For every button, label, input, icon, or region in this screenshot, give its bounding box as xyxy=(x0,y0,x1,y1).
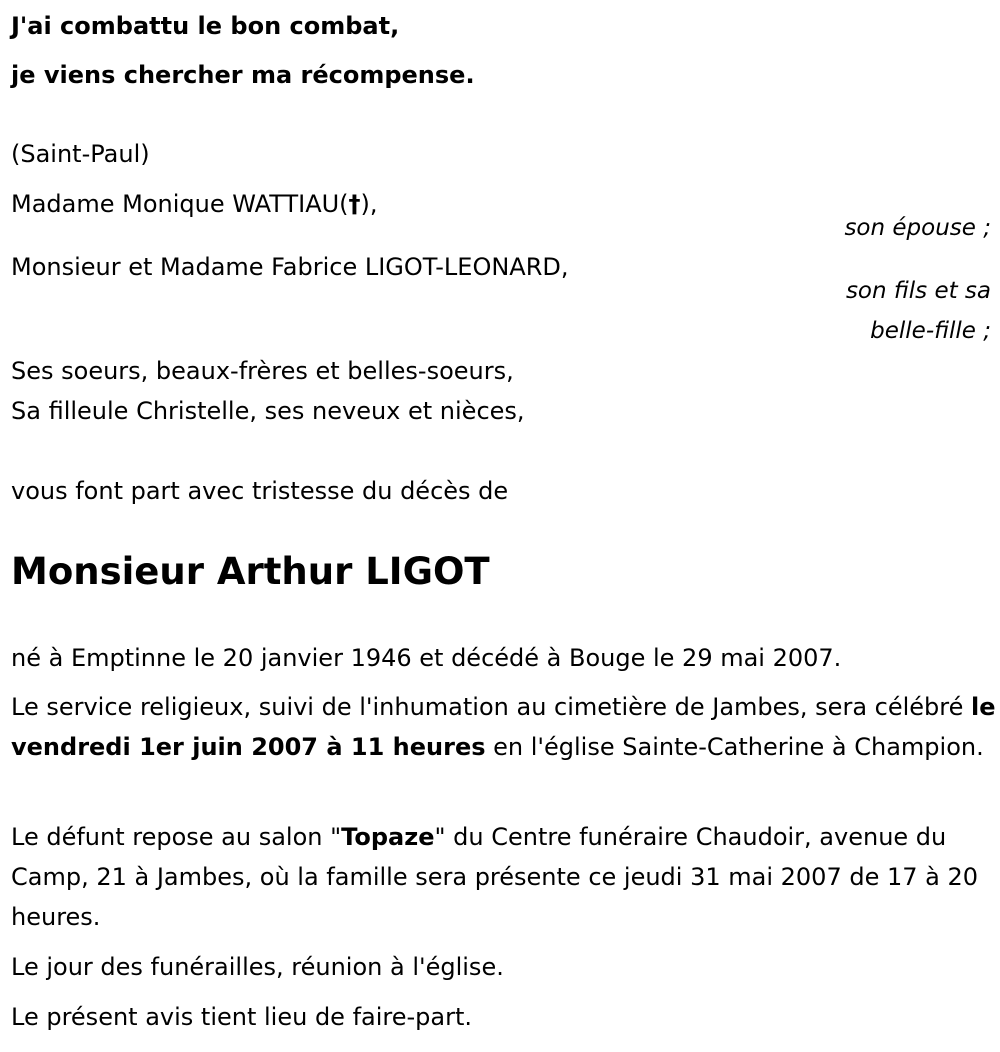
announcement-line: vous font part avec tristesse du décès de xyxy=(11,477,509,505)
birth-death-line: né à Emptinne le 20 janvier 1946 et décédé à Bouge le 29 mai 2007. xyxy=(11,644,842,672)
service-date: le vendredi 1er juin 2007 à 11 heures xyxy=(11,693,996,761)
meeting-line: Le jour des funérailles, réunion à l'église. xyxy=(11,953,504,981)
service-text-2: en l'église Sainte-Catherine à Champion. xyxy=(485,733,984,761)
repose-text-2: " du Centre funéraire Chaudoir, avenue du Camp, 21 à Jambes, où la famille sera présente ce jeudi 31 mai 2007 de 17 à 20 heures. xyxy=(11,823,979,931)
repose-paragraph xyxy=(11,817,996,937)
salon-name: Topaze xyxy=(341,823,435,851)
epigraph-attribution: (Saint-Paul) xyxy=(11,140,150,168)
epigraph-line-1: J'ai combattu le bon combat, xyxy=(11,12,400,40)
son-line: Monsieur et Madame Fabrice LIGOT-LEONARD, xyxy=(11,253,569,281)
repose-text-1: Le défunt repose au salon " xyxy=(11,823,342,851)
godchild-line: Sa filleule Christelle, ses neveux et nièces, xyxy=(11,397,525,425)
siblings-line: Ses soeurs, beaux-frères et belles-soeurs, xyxy=(11,357,514,385)
spouse-suffix: ), xyxy=(360,190,378,218)
service-text-1: Le service religieux, suivi de l'inhumation au cimetière de Jambes, sera célébré xyxy=(11,693,972,721)
notice-line: Le présent avis tient lieu de faire-part. xyxy=(11,1003,473,1031)
deceased-name: Monsieur Arthur LIGOT xyxy=(11,550,490,593)
cross-icon: † xyxy=(348,190,361,218)
son-role-line-1: son fils et sa xyxy=(845,278,991,304)
epigraph-line-2: je viens chercher ma récompense. xyxy=(11,61,475,89)
son-role-line-2: belle-fille ; xyxy=(870,318,991,344)
service-paragraph xyxy=(11,687,996,767)
spouse-role: son épouse ; xyxy=(844,215,991,241)
spouse-name: Madame Monique WATTIAU( xyxy=(11,190,349,218)
spouse-line xyxy=(11,190,378,218)
